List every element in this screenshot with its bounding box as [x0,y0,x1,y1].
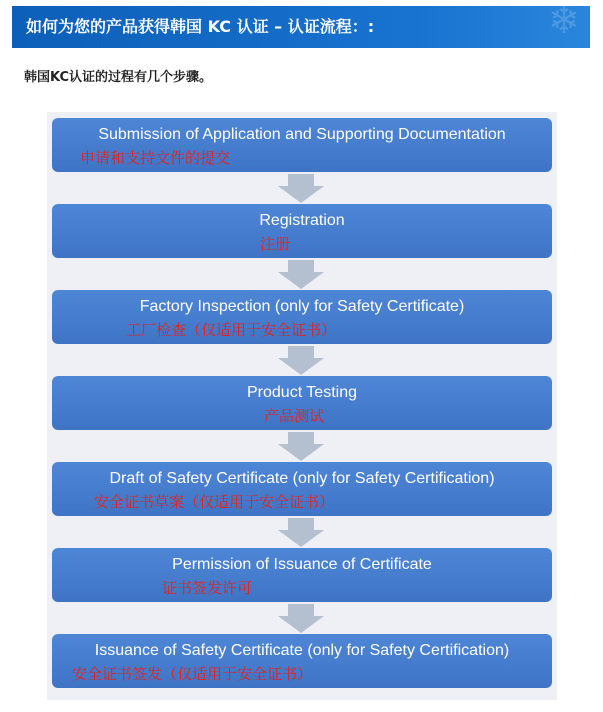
step-7-cn: 安全证书签发（仅适用于安全证书） [72,665,313,683]
step-7-en: Issuance of Safety Certificate (only for Safety Certification) [94,642,510,659]
step-6-en: Permission of Issuance of Certificate [172,556,432,573]
step-7-box [52,634,552,688]
step-2-cn: 注册 [260,235,291,253]
step-6-cn: 证书签发许可 [162,579,253,597]
step-5-cn: 安全证书草案（仅适用于安全证书） [94,493,335,511]
step-4-en: Product Testing [247,384,357,401]
step-3-en: Factory Inspection (only for Safety Certificate) [139,298,465,315]
down-arrow-5 [276,518,326,548]
step-6-box [52,548,552,602]
step-5-en: Draft of Safety Certificate (only for Safety Certification) [109,470,495,487]
step-4-box [52,376,552,430]
step-5-box [52,462,552,516]
down-arrow-2 [276,260,326,290]
down-arrow-4 [276,432,326,462]
down-arrow-6 [276,604,326,634]
step-3-cn: 工厂检查（仅适用于安全证书） [126,321,337,339]
step-1-en: Submission of Application and Supporting Documentation [98,126,506,143]
step-4-cn: 产品测试 [264,407,325,425]
down-arrow-1 [276,174,326,204]
header-title: 如何为您的产品获得韩国 KC 认证 – 认证流程：: [26,17,375,36]
step-2-en: Registration [259,212,345,229]
intro-text: 韩国KC认证的过程有几个步骤。 [24,70,213,85]
step-2-box [52,204,552,258]
step-3-box [52,290,552,344]
step-1-box [52,118,552,172]
section-header [12,6,590,48]
down-arrow-3 [276,346,326,376]
step-1-cn: 申请和支持文件的提交 [80,149,231,167]
snowflake-icon: ❄ [548,6,580,42]
